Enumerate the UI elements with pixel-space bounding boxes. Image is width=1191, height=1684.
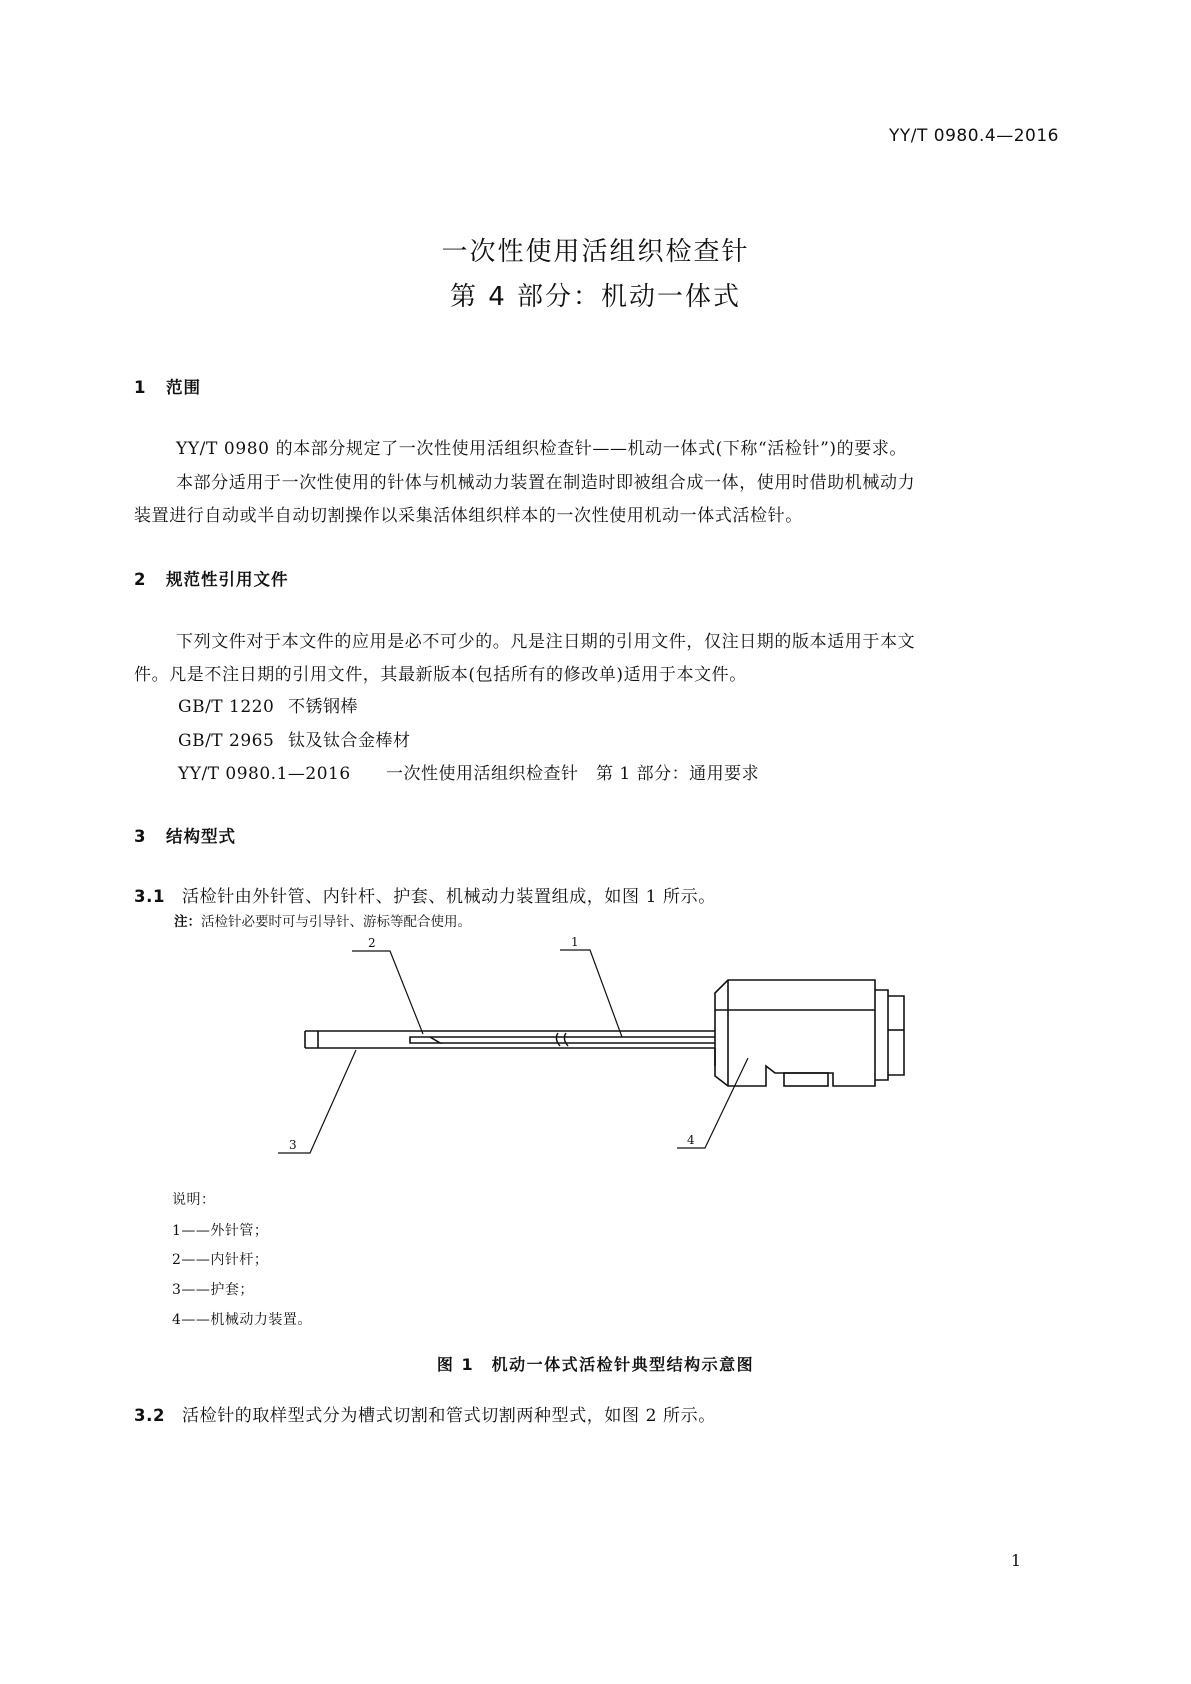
- power-device-drawing: [715, 980, 904, 1086]
- figure-legend-item: 1——外针管；: [172, 1223, 269, 1239]
- reference-title: 一次性使用活组织检查针 第 1 部分：通用要求: [386, 764, 760, 784]
- needle-body-drawing: [305, 1031, 715, 1066]
- section-1-paragraph-1: YY/T 0980 的本部分规定了一次性使用活组织检查针——机动一体式(下称“活检针”)的要求。: [176, 439, 908, 459]
- section-number: 3: [134, 827, 147, 846]
- subclause-number: 3.2: [134, 1406, 166, 1425]
- callout-2: 2: [368, 936, 376, 950]
- document-title: 一次性使用活组织检查针: [441, 237, 750, 267]
- standard-code: YY/T 0980.4—2016: [888, 126, 1059, 146]
- section-number: 2: [134, 570, 147, 589]
- section-2-paragraph-line-2: 件。凡是不注日期的引用文件，其最新版本(包括所有的修改单)适用于本文件。: [134, 665, 747, 685]
- subclause-text: 活检针由外针管、内针杆、护套、机械动力装置组成，如图 1 所示。: [182, 887, 716, 907]
- figure-legend-item: 3——护套；: [172, 1282, 254, 1298]
- subclause-3-2: [134, 1401, 716, 1426]
- note-label: 注：: [174, 914, 201, 930]
- callout-1: 1: [571, 935, 579, 949]
- section-title: 结构型式: [166, 827, 236, 846]
- figure-legend-item: 4——机械动力装置。: [172, 1312, 312, 1328]
- page-number: 1: [1010, 1551, 1021, 1570]
- reference-title: 钛及钛合金棒材: [288, 731, 411, 751]
- subclause-number: 3.1: [134, 887, 166, 906]
- subclause-text: 活检针的取样型式分为槽式切割和管式切割两种型式，如图 2 所示。: [182, 1406, 716, 1426]
- figure-caption: 图 1 机动一体式活检针典型结构示意图: [436, 1355, 755, 1374]
- section-number: 1: [134, 378, 147, 397]
- callout-3: 3: [289, 1138, 297, 1152]
- callout-4: 4: [687, 1133, 695, 1147]
- section-2-paragraph-line-1: 下列文件对于本文件的应用是必不可少的。凡是注日期的引用文件，仅注日期的版本适用于本文: [176, 632, 916, 652]
- note-text: 活检针必要时可与引导针、游标等配合使用。: [201, 914, 471, 930]
- figure-legend-item: 2——内针杆；: [172, 1252, 269, 1268]
- section-1-paragraph-2-line-2: 装置进行自动或半自动切割操作以采集活体组织样本的一次性使用机动一体式活检针。: [134, 506, 803, 526]
- reference-code: GB/T 1220: [178, 697, 275, 717]
- reference-title: 不锈钢棒: [288, 697, 358, 717]
- document-subtitle: 第 4 部分：机动一体式: [449, 282, 742, 312]
- reference-code: YY/T 0980.1—2016: [178, 764, 351, 784]
- figure-legend-title: 说明：: [172, 1192, 216, 1208]
- callout-leaders: [278, 950, 748, 1153]
- section-title: 规范性引用文件: [166, 570, 289, 589]
- section-1-paragraph-2-line-1: 本部分适用于一次性使用的针体与机械动力装置在制造时即被组合成一体，使用时借助机械动力: [176, 473, 916, 493]
- reference-code: GB/T 2965: [178, 731, 275, 751]
- section-title: 范围: [166, 378, 201, 397]
